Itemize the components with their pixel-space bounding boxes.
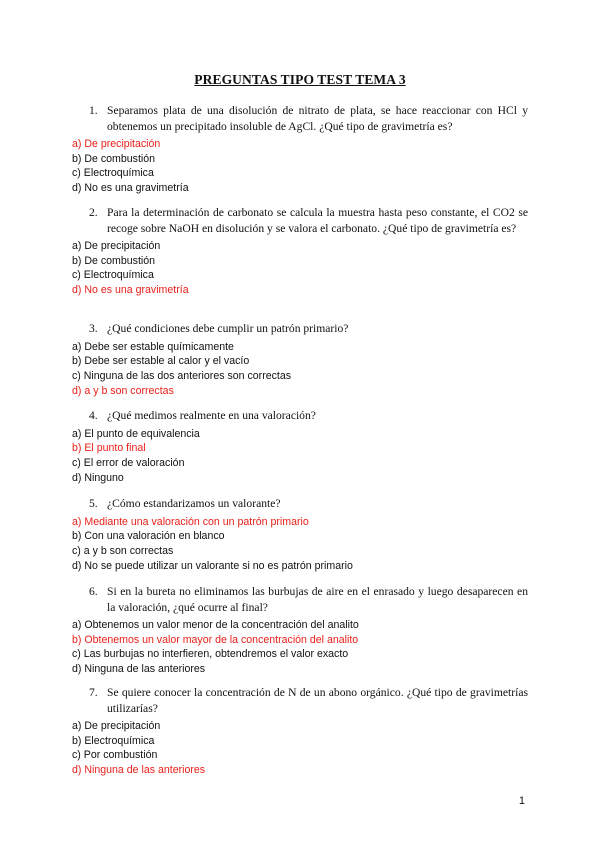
question-text: Se quiere conocer la concentración de N de un abono orgánico. ¿Qué tipo de gravimetrías utilizarías? xyxy=(107,686,528,715)
option-c: c) a y b son correctas xyxy=(72,544,174,557)
option-b: b) Con una valoración en blanco xyxy=(72,530,225,543)
question-number: 1. xyxy=(89,104,98,117)
option-b: b) El punto final xyxy=(72,442,146,455)
question-number: 5. xyxy=(89,497,98,510)
option-c: c) Ninguna de las dos anteriores son correctas xyxy=(72,369,292,382)
question-7 xyxy=(0,685,600,778)
options-list xyxy=(0,427,600,486)
options-list xyxy=(0,618,600,677)
option-a: a) De precipitación xyxy=(72,240,161,252)
option-c: c) El error de valoración xyxy=(72,456,185,469)
question-6 xyxy=(0,584,600,677)
question-number: 2. xyxy=(89,206,98,219)
question-number: 6. xyxy=(89,585,98,598)
option-a: a) De precipitación xyxy=(72,720,161,732)
option-d: d) Ninguna de las anteriores xyxy=(72,764,206,777)
option-a: a) Mediante una valoración con un patrón primario xyxy=(72,515,309,528)
question-text: Para la determinación de carbonato se calcula la muestra hasta peso constante, el CO2 se recoge sobre NaOH en disolución y se valora el carbonato. ¿Qué tipo de gravimetría es? xyxy=(107,206,528,235)
option-a: a) Debe ser estable químicamente xyxy=(72,340,234,353)
question-1 xyxy=(0,103,600,196)
option-a: a) De precipitación xyxy=(72,138,161,150)
option-c: c) Electroquímica xyxy=(72,269,154,282)
question-5 xyxy=(0,496,600,573)
option-d: d) Ninguno xyxy=(72,471,124,484)
question-number: 4. xyxy=(89,409,98,422)
option-b: b) De combustión xyxy=(72,254,156,267)
question-text: ¿Qué medimos realmente en una valoración? xyxy=(107,409,316,422)
option-a: a) El punto de equivalencia xyxy=(72,427,200,440)
question-text: Si en la bureta no eliminamos las burbujas de aire en el enrasado y luego desaparecen en la valoración, ¿qué ocurre al final? xyxy=(107,585,528,614)
option-d: d) a y b son correctas xyxy=(72,384,174,397)
question-number: 7. xyxy=(89,686,98,699)
options-list xyxy=(0,719,600,778)
option-d: d) No es una gravimetría xyxy=(72,284,189,297)
options-list xyxy=(0,340,600,399)
option-d: d) Ninguna de las anteriores xyxy=(72,663,206,676)
option-b: b) De combustión xyxy=(72,152,156,165)
page-number: 1 xyxy=(518,795,525,807)
options-list xyxy=(0,239,600,298)
question-2 xyxy=(0,205,600,298)
option-d: d) No se puede utilizar un valorante si no es patrón primario xyxy=(72,559,353,572)
question-number: 3. xyxy=(89,322,98,335)
question-text: ¿Qué condiciones debe cumplir un patrón primario? xyxy=(107,322,349,335)
options-list xyxy=(0,137,600,196)
option-b: b) Debe ser estable al calor y el vacío xyxy=(72,355,250,368)
question-4 xyxy=(0,408,600,485)
question-text: ¿Cómo estandarizamos un valorante? xyxy=(107,497,281,510)
option-a: a) Obtenemos un valor menor de la concentración del analito xyxy=(72,619,359,631)
option-b: b) Electroquímica xyxy=(72,734,155,747)
page-title: PREGUNTAS TIPO TEST TEMA 3 xyxy=(194,72,406,87)
option-b: b) Obtenemos un valor mayor de la concentración del analito xyxy=(72,633,359,646)
option-c: c) Por combustión xyxy=(72,749,158,762)
option-d: d) No es una gravimetría xyxy=(72,182,189,195)
question-3 xyxy=(0,321,600,398)
option-c: c) Electroquímica xyxy=(72,167,154,180)
question-text: Separamos plata de una disolución de nitrato de plata, se hace reaccionar con HCl y obtenemos un precipitado insoluble de AgCl. ¿Qué tipo de gravimetría es? xyxy=(107,104,528,133)
option-c: c) Las burbujas no interfieren, obtendremos el valor exacto xyxy=(72,648,349,661)
options-list xyxy=(0,515,600,574)
